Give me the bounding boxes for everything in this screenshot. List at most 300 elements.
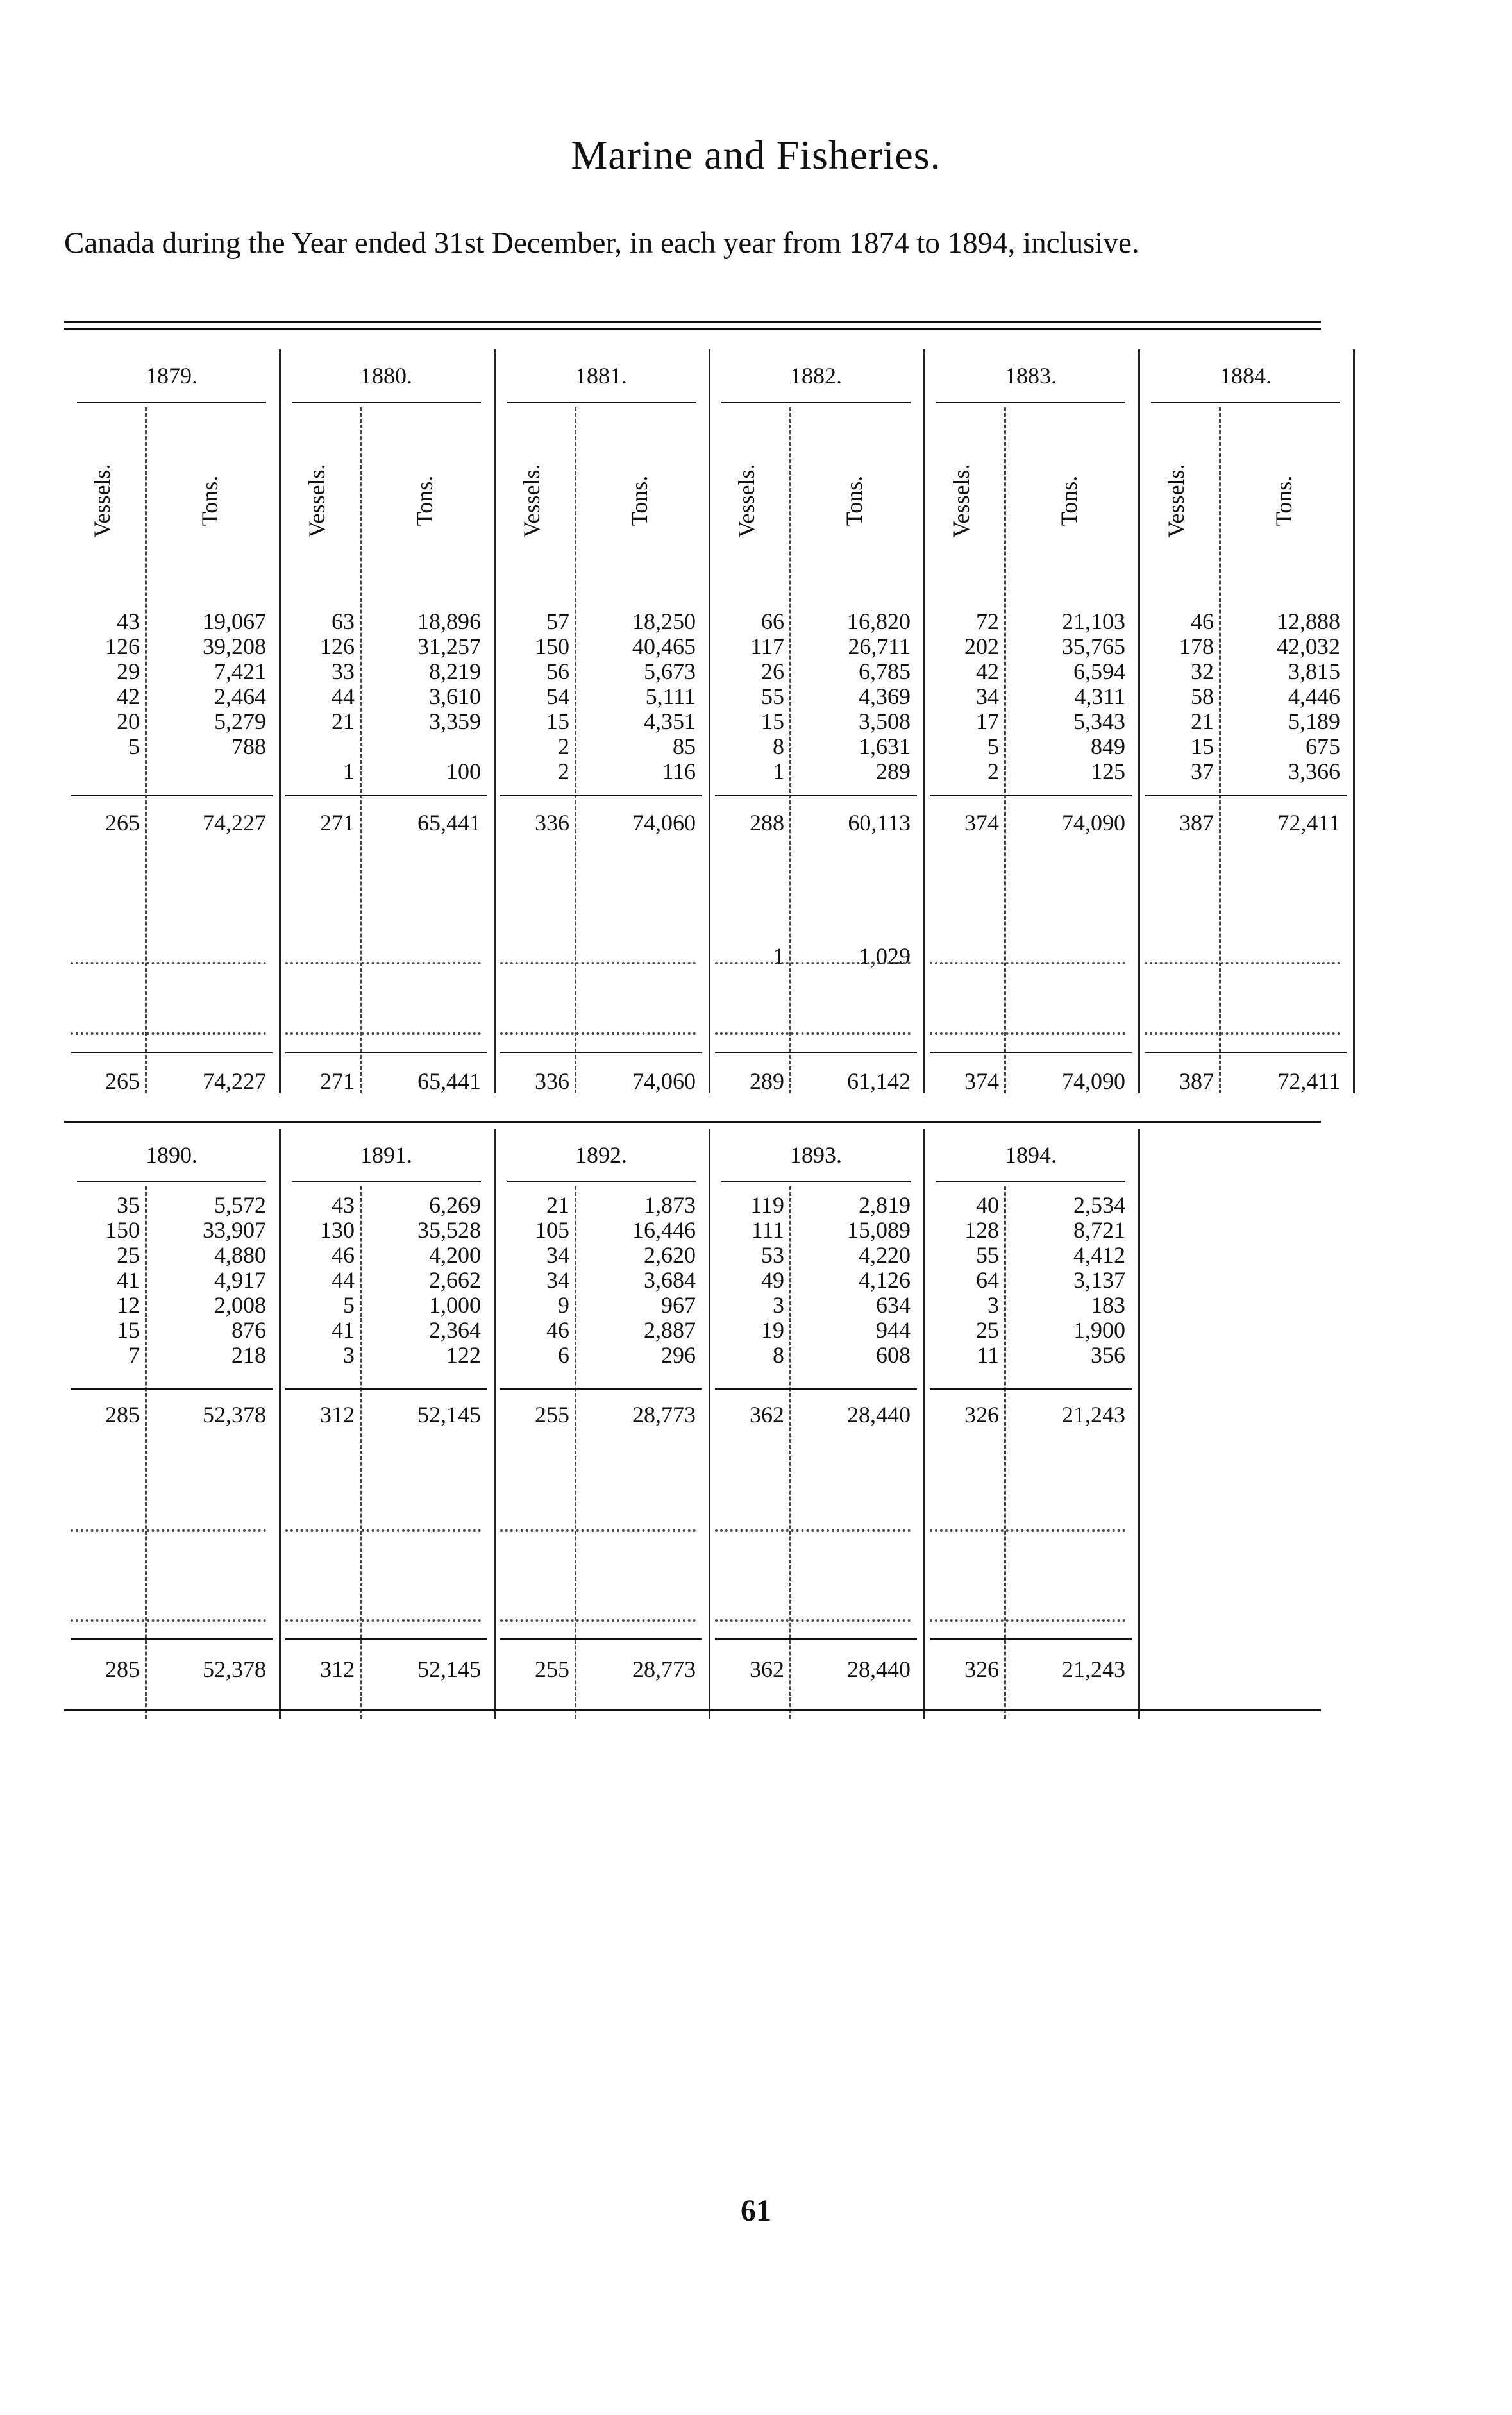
vessels-cell: 130 bbox=[320, 1217, 355, 1243]
subtotal-rule bbox=[930, 795, 1132, 796]
tons-cell: 967 bbox=[661, 1292, 696, 1318]
tons-cell: 4,917 bbox=[214, 1267, 266, 1293]
vessels-cell: 33 bbox=[332, 659, 355, 684]
vessels-cell: 21 bbox=[1191, 709, 1214, 734]
subtotal-rule bbox=[715, 1388, 917, 1390]
tons-column bbox=[1227, 609, 1340, 784]
tons-cell: 2,464 bbox=[214, 684, 266, 709]
vessels-cell: 40 bbox=[976, 1192, 999, 1218]
tons-cell: 5,279 bbox=[214, 709, 266, 734]
vessels-column bbox=[279, 609, 355, 784]
tons-cell: 2,534 bbox=[1073, 1192, 1125, 1218]
vessels-cell: 53 bbox=[761, 1242, 784, 1268]
subtotal-tons: 21,243 bbox=[1062, 1402, 1125, 1427]
year-underline bbox=[77, 1181, 266, 1182]
tons-cell: 5,673 bbox=[644, 659, 696, 684]
dotted-leader bbox=[71, 962, 266, 964]
dotted-leader bbox=[715, 962, 911, 964]
tons-cell: 6,269 bbox=[429, 1192, 481, 1218]
tons-column-header: Tons. bbox=[1055, 475, 1082, 526]
tons-cell: 116 bbox=[662, 759, 696, 784]
vessels-cell: 2 bbox=[558, 734, 569, 759]
year-header: 1881. bbox=[575, 363, 627, 389]
year-underline bbox=[721, 402, 911, 403]
tons-cell: 4,126 bbox=[859, 1267, 911, 1293]
year-underline bbox=[936, 1181, 1125, 1182]
vessels-column bbox=[709, 1193, 784, 1368]
tons-cell: 634 bbox=[876, 1292, 911, 1318]
vessels-column-header: Vessels. bbox=[1163, 464, 1189, 538]
vessels-cell: 2 bbox=[987, 759, 999, 784]
vessels-column bbox=[279, 1193, 355, 1368]
block-divider bbox=[1138, 1129, 1140, 1719]
vessels-cell bbox=[64, 759, 140, 784]
page-title: Marine and Fisheries. bbox=[571, 132, 941, 178]
column-divider bbox=[575, 407, 576, 1093]
vessels-cell: 46 bbox=[546, 1317, 569, 1343]
total-tons: 28,773 bbox=[632, 1656, 696, 1682]
subtotal-rule bbox=[1145, 795, 1347, 796]
tons-column bbox=[797, 609, 911, 784]
vessels-column bbox=[923, 609, 999, 784]
tons-cell: 35,765 bbox=[1062, 634, 1125, 659]
vessels-cell: 5 bbox=[343, 1292, 355, 1318]
vessels-cell: 3 bbox=[987, 1292, 999, 1318]
vessels-cell: 42 bbox=[117, 684, 140, 709]
tons-column-header: Tons. bbox=[411, 475, 437, 526]
total-rule bbox=[715, 1638, 917, 1640]
tons-cell: 296 bbox=[661, 1342, 696, 1368]
vessels-cell: 11 bbox=[977, 1342, 999, 1368]
tons-column-header: Tons. bbox=[1270, 475, 1297, 526]
tons-cell: 3,684 bbox=[644, 1267, 696, 1293]
dotted-leader bbox=[71, 1529, 266, 1532]
tons-cell: 26,711 bbox=[848, 634, 911, 659]
vessels-cell: 105 bbox=[535, 1217, 569, 1243]
upper-top-rule bbox=[64, 321, 1321, 323]
vessels-column bbox=[709, 609, 784, 784]
vessels-cell: 17 bbox=[976, 709, 999, 734]
dotted-leader bbox=[500, 962, 696, 964]
total-vessels: 374 bbox=[964, 1068, 999, 1094]
vessels-cell: 26 bbox=[761, 659, 784, 684]
total-vessels: 336 bbox=[535, 1068, 569, 1094]
year-header: 1892. bbox=[575, 1142, 627, 1168]
vessels-cell: 7 bbox=[128, 1342, 140, 1368]
subtotal-vessels: 285 bbox=[105, 1402, 140, 1427]
vessels-cell: 43 bbox=[332, 1192, 355, 1218]
extra-vessels: 1 bbox=[773, 943, 784, 969]
subtotal-vessels: 265 bbox=[105, 810, 140, 836]
vessels-cell: 3 bbox=[343, 1342, 355, 1368]
vessels-cell: 21 bbox=[332, 709, 355, 734]
vessels-cell: 1 bbox=[343, 759, 355, 784]
total-rule bbox=[500, 1052, 702, 1053]
dotted-leader bbox=[285, 1032, 481, 1035]
subtotal-rule bbox=[71, 795, 273, 796]
tons-cell: 35,528 bbox=[417, 1217, 481, 1243]
year-underline bbox=[77, 402, 266, 403]
total-rule bbox=[930, 1052, 1132, 1053]
dotted-leader bbox=[930, 1619, 1125, 1622]
tons-cell: 2,662 bbox=[429, 1267, 481, 1293]
vessels-cell: 34 bbox=[546, 1267, 569, 1293]
vessels-cell: 19 bbox=[761, 1317, 784, 1343]
year-underline bbox=[507, 402, 696, 403]
total-rule bbox=[930, 1638, 1132, 1640]
vessels-cell: 1 bbox=[773, 759, 784, 784]
subtotal-rule bbox=[500, 1388, 702, 1390]
tons-cell: 3,815 bbox=[1288, 659, 1340, 684]
year-header: 1880. bbox=[360, 363, 412, 389]
tons-cell: 42,032 bbox=[1277, 634, 1340, 659]
subtotal-vessels: 288 bbox=[750, 810, 784, 836]
vessels-cell: 25 bbox=[976, 1317, 999, 1343]
subtotal-vessels: 374 bbox=[964, 810, 999, 836]
tons-cell: 4,446 bbox=[1288, 684, 1340, 709]
tons-cell: 39,208 bbox=[203, 634, 266, 659]
vessels-cell: 46 bbox=[1191, 609, 1214, 634]
tons-cell: 100 bbox=[446, 759, 481, 784]
vessels-cell: 9 bbox=[558, 1292, 569, 1318]
tons-cell: 6,785 bbox=[859, 659, 911, 684]
tons-cell: 1,631 bbox=[859, 734, 911, 759]
subtotal-rule bbox=[71, 1388, 273, 1390]
subtotal-rule bbox=[285, 1388, 487, 1390]
vessels-cell: 56 bbox=[546, 659, 569, 684]
total-tons: 21,243 bbox=[1062, 1656, 1125, 1682]
year-header: 1882. bbox=[790, 363, 842, 389]
year-underline bbox=[1151, 402, 1340, 403]
year-underline bbox=[292, 402, 481, 403]
tons-cell: 33,907 bbox=[203, 1217, 266, 1243]
total-vessels: 255 bbox=[535, 1656, 569, 1682]
subtotal-vessels: 387 bbox=[1179, 810, 1214, 836]
tons-column bbox=[367, 609, 481, 784]
vessels-column bbox=[64, 609, 140, 784]
tons-cell bbox=[153, 759, 266, 784]
vessels-column-header: Vessels. bbox=[304, 464, 330, 538]
tons-column bbox=[153, 609, 266, 784]
dotted-leader bbox=[500, 1619, 696, 1622]
subtotal-vessels: 271 bbox=[320, 810, 355, 836]
tons-cell: 21,103 bbox=[1062, 609, 1125, 634]
tons-cell: 5,572 bbox=[214, 1192, 266, 1218]
tons-cell: 40,465 bbox=[632, 634, 696, 659]
column-divider bbox=[1004, 407, 1006, 1093]
subtotal-rule bbox=[715, 795, 917, 796]
total-rule bbox=[71, 1638, 273, 1640]
vessels-cell: 128 bbox=[964, 1217, 999, 1243]
vessels-cell: 35 bbox=[117, 1192, 140, 1218]
dotted-leader bbox=[71, 1032, 266, 1035]
subtotal-rule bbox=[930, 1388, 1132, 1390]
column-divider bbox=[1219, 407, 1221, 1093]
tons-cell: 15,089 bbox=[847, 1217, 911, 1243]
vessels-column bbox=[64, 1193, 140, 1368]
vessels-cell: 44 bbox=[332, 1267, 355, 1293]
vessels-cell: 63 bbox=[332, 609, 355, 634]
tons-cell: 4,200 bbox=[429, 1242, 481, 1268]
dotted-leader bbox=[715, 1529, 911, 1532]
tons-cell: 16,446 bbox=[632, 1217, 696, 1243]
tons-cell: 183 bbox=[1091, 1292, 1125, 1318]
total-tons: 28,440 bbox=[847, 1656, 911, 1682]
subtotal-vessels: 336 bbox=[535, 810, 569, 836]
year-header: 1893. bbox=[790, 1142, 842, 1168]
table-bottom-rule bbox=[64, 1709, 1321, 1711]
vessels-cell: 3 bbox=[773, 1292, 784, 1318]
vessels-cell: 34 bbox=[976, 684, 999, 709]
year-header: 1884. bbox=[1220, 363, 1272, 389]
dotted-leader bbox=[1145, 962, 1340, 964]
tons-cell: 1,900 bbox=[1073, 1317, 1125, 1343]
subtotal-vessels: 326 bbox=[964, 1402, 999, 1427]
tons-cell: 3,366 bbox=[1288, 759, 1340, 784]
vessels-cell: 150 bbox=[535, 634, 569, 659]
tons-cell: 2,620 bbox=[644, 1242, 696, 1268]
tons-column-header: Tons. bbox=[196, 475, 223, 526]
vessels-column bbox=[923, 1193, 999, 1368]
total-vessels: 362 bbox=[750, 1656, 784, 1682]
total-tons: 72,411 bbox=[1277, 1068, 1340, 1094]
vessels-cell: 2 bbox=[558, 759, 569, 784]
vessels-column-header: Vessels. bbox=[89, 464, 115, 538]
column-divider bbox=[145, 407, 147, 1093]
vessels-cell: 25 bbox=[117, 1242, 140, 1268]
tons-cell: 8,721 bbox=[1073, 1217, 1125, 1243]
tons-cell: 2,008 bbox=[214, 1292, 266, 1318]
vessels-column-header: Vessels. bbox=[519, 464, 544, 538]
tons-cell: 1,873 bbox=[644, 1192, 696, 1218]
vessels-cell: 21 bbox=[546, 1192, 569, 1218]
tons-cell: 5,343 bbox=[1073, 709, 1125, 734]
vessels-cell: 5 bbox=[987, 734, 999, 759]
dotted-leader bbox=[715, 1032, 911, 1035]
total-rule bbox=[71, 1052, 273, 1053]
tons-cell: 788 bbox=[231, 734, 266, 759]
total-tons: 52,145 bbox=[417, 1656, 481, 1682]
vessels-cell: 178 bbox=[1179, 634, 1214, 659]
tons-cell: 4,369 bbox=[859, 684, 911, 709]
table-caption: Canada during the Year ended 31st December, in each year from 1874 to 1894, inclusive. bbox=[64, 226, 1139, 260]
tons-cell: 2,819 bbox=[859, 1192, 911, 1218]
total-tons: 74,227 bbox=[203, 1068, 266, 1094]
tons-column bbox=[153, 1193, 266, 1368]
vessels-cell: 126 bbox=[320, 634, 355, 659]
tons-cell: 85 bbox=[673, 734, 696, 759]
tons-cell: 16,820 bbox=[847, 609, 911, 634]
total-vessels: 312 bbox=[320, 1656, 355, 1682]
total-vessels: 271 bbox=[320, 1068, 355, 1094]
tons-column bbox=[582, 609, 696, 784]
vessels-cell: 49 bbox=[761, 1267, 784, 1293]
vessels-cell: 150 bbox=[105, 1217, 140, 1243]
vessels-cell: 43 bbox=[117, 609, 140, 634]
total-rule bbox=[1145, 1052, 1347, 1053]
total-rule bbox=[715, 1052, 917, 1053]
dotted-leader bbox=[285, 1529, 481, 1532]
table-bottom-rule bbox=[64, 1121, 1321, 1123]
total-rule bbox=[285, 1052, 487, 1053]
tons-cell: 4,412 bbox=[1073, 1242, 1125, 1268]
tons-cell: 4,220 bbox=[859, 1242, 911, 1268]
tons-cell: 31,257 bbox=[417, 634, 481, 659]
subtotal-vessels: 362 bbox=[750, 1402, 784, 1427]
tons-cell: 3,508 bbox=[859, 709, 911, 734]
tons-cell: 3,610 bbox=[429, 684, 481, 709]
total-vessels: 387 bbox=[1179, 1068, 1214, 1094]
tons-column-header: Tons. bbox=[626, 475, 652, 526]
total-tons: 52,378 bbox=[203, 1656, 266, 1682]
year-underline bbox=[292, 1181, 481, 1182]
tons-cell: 608 bbox=[876, 1342, 911, 1368]
vessels-column bbox=[494, 1193, 569, 1368]
vessels-cell: 8 bbox=[773, 734, 784, 759]
tons-cell: 125 bbox=[1091, 759, 1125, 784]
tons-cell: 18,896 bbox=[417, 609, 481, 634]
vessels-cell: 8 bbox=[773, 1342, 784, 1368]
tons-cell: 675 bbox=[1306, 734, 1340, 759]
vessels-column bbox=[494, 609, 569, 784]
tons-cell bbox=[367, 734, 481, 759]
tons-column bbox=[582, 1193, 696, 1368]
tons-cell: 4,351 bbox=[644, 709, 696, 734]
vessels-cell: 15 bbox=[1191, 734, 1214, 759]
tons-cell: 4,311 bbox=[1074, 684, 1125, 709]
subtotal-vessels: 255 bbox=[535, 1402, 569, 1427]
subtotal-tons: 28,440 bbox=[847, 1402, 911, 1427]
vessels-cell: 12 bbox=[117, 1292, 140, 1318]
tons-cell: 12,888 bbox=[1277, 609, 1340, 634]
vessels-cell: 34 bbox=[546, 1242, 569, 1268]
tons-column bbox=[1012, 609, 1125, 784]
block-divider bbox=[1353, 349, 1355, 1093]
vessels-cell: 57 bbox=[546, 609, 569, 634]
vessels-cell bbox=[279, 734, 355, 759]
subtotal-tons: 52,145 bbox=[417, 1402, 481, 1427]
vessels-cell: 15 bbox=[761, 709, 784, 734]
tons-cell: 356 bbox=[1091, 1342, 1125, 1368]
year-header: 1891. bbox=[360, 1142, 412, 1168]
vessels-cell: 64 bbox=[976, 1267, 999, 1293]
tons-column bbox=[1012, 1193, 1125, 1368]
dotted-leader bbox=[930, 962, 1125, 964]
dotted-leader bbox=[715, 1619, 911, 1622]
vessels-cell: 54 bbox=[546, 684, 569, 709]
tons-cell: 8,219 bbox=[429, 659, 481, 684]
tons-column bbox=[797, 1193, 911, 1368]
total-vessels: 285 bbox=[105, 1656, 140, 1682]
tons-cell: 7,421 bbox=[214, 659, 266, 684]
vessels-cell: 66 bbox=[761, 609, 784, 634]
tons-cell: 4,880 bbox=[214, 1242, 266, 1268]
tons-column bbox=[367, 1193, 481, 1368]
tons-cell: 19,067 bbox=[203, 609, 266, 634]
dotted-leader bbox=[1145, 1032, 1340, 1035]
subtotal-tons: 65,441 bbox=[417, 810, 481, 836]
vessels-cell: 55 bbox=[761, 684, 784, 709]
total-vessels: 289 bbox=[750, 1068, 784, 1094]
year-header: 1890. bbox=[146, 1142, 197, 1168]
dotted-leader bbox=[500, 1529, 696, 1532]
total-rule bbox=[500, 1638, 702, 1640]
tons-cell: 5,189 bbox=[1288, 709, 1340, 734]
subtotal-rule bbox=[500, 795, 702, 796]
year-underline bbox=[721, 1181, 911, 1182]
tons-cell: 18,250 bbox=[632, 609, 696, 634]
vessels-cell: 32 bbox=[1191, 659, 1214, 684]
vessels-cell: 58 bbox=[1191, 684, 1214, 709]
tons-cell: 218 bbox=[231, 1342, 266, 1368]
dotted-leader bbox=[930, 1529, 1125, 1532]
dotted-leader bbox=[285, 962, 481, 964]
total-tons: 74,090 bbox=[1062, 1068, 1125, 1094]
vessels-cell: 29 bbox=[117, 659, 140, 684]
year-header: 1879. bbox=[146, 363, 197, 389]
tons-cell: 1,000 bbox=[429, 1292, 481, 1318]
tons-cell: 849 bbox=[1091, 734, 1125, 759]
column-divider bbox=[789, 407, 791, 1093]
tons-cell: 2,887 bbox=[644, 1317, 696, 1343]
subtotal-vessels: 312 bbox=[320, 1402, 355, 1427]
vessels-cell: 119 bbox=[750, 1192, 784, 1218]
subtotal-rule bbox=[285, 795, 487, 796]
subtotal-tons: 72,411 bbox=[1277, 810, 1340, 836]
tons-column-header: Tons. bbox=[841, 475, 867, 526]
dotted-leader bbox=[500, 1032, 696, 1035]
subtotal-tons: 60,113 bbox=[848, 810, 911, 836]
vessels-cell: 41 bbox=[117, 1267, 140, 1293]
subtotal-tons: 74,227 bbox=[203, 810, 266, 836]
total-tons: 74,060 bbox=[632, 1068, 696, 1094]
vessels-cell: 202 bbox=[964, 634, 999, 659]
total-vessels: 326 bbox=[964, 1656, 999, 1682]
vessels-cell: 42 bbox=[976, 659, 999, 684]
year-header: 1894. bbox=[1005, 1142, 1057, 1168]
dotted-leader bbox=[930, 1032, 1125, 1035]
vessels-cell: 126 bbox=[105, 634, 140, 659]
vessels-cell: 20 bbox=[117, 709, 140, 734]
vessels-cell: 117 bbox=[750, 634, 784, 659]
column-divider bbox=[360, 407, 362, 1093]
page-number: 61 bbox=[741, 2194, 771, 2228]
vessels-column-header: Vessels. bbox=[734, 464, 759, 538]
total-vessels: 265 bbox=[105, 1068, 140, 1094]
subtotal-tons: 52,378 bbox=[203, 1402, 266, 1427]
year-header: 1883. bbox=[1005, 363, 1057, 389]
year-underline bbox=[507, 1181, 696, 1182]
vessels-cell: 55 bbox=[976, 1242, 999, 1268]
year-underline bbox=[936, 402, 1125, 403]
tons-cell: 122 bbox=[446, 1342, 481, 1368]
subtotal-tons: 74,090 bbox=[1062, 810, 1125, 836]
tons-cell: 2,364 bbox=[429, 1317, 481, 1343]
tons-cell: 3,137 bbox=[1073, 1267, 1125, 1293]
vessels-cell: 15 bbox=[546, 709, 569, 734]
vessels-cell: 46 bbox=[332, 1242, 355, 1268]
vessels-column-header: Vessels. bbox=[948, 464, 974, 538]
total-rule bbox=[285, 1638, 487, 1640]
subtotal-tons: 28,773 bbox=[632, 1402, 696, 1427]
dotted-leader bbox=[285, 1619, 481, 1622]
vessels-cell: 5 bbox=[128, 734, 140, 759]
vessels-cell: 37 bbox=[1191, 759, 1214, 784]
tons-cell: 3,359 bbox=[429, 709, 481, 734]
vessels-cell: 72 bbox=[976, 609, 999, 634]
vessels-cell: 41 bbox=[332, 1317, 355, 1343]
dotted-leader bbox=[71, 1619, 266, 1622]
